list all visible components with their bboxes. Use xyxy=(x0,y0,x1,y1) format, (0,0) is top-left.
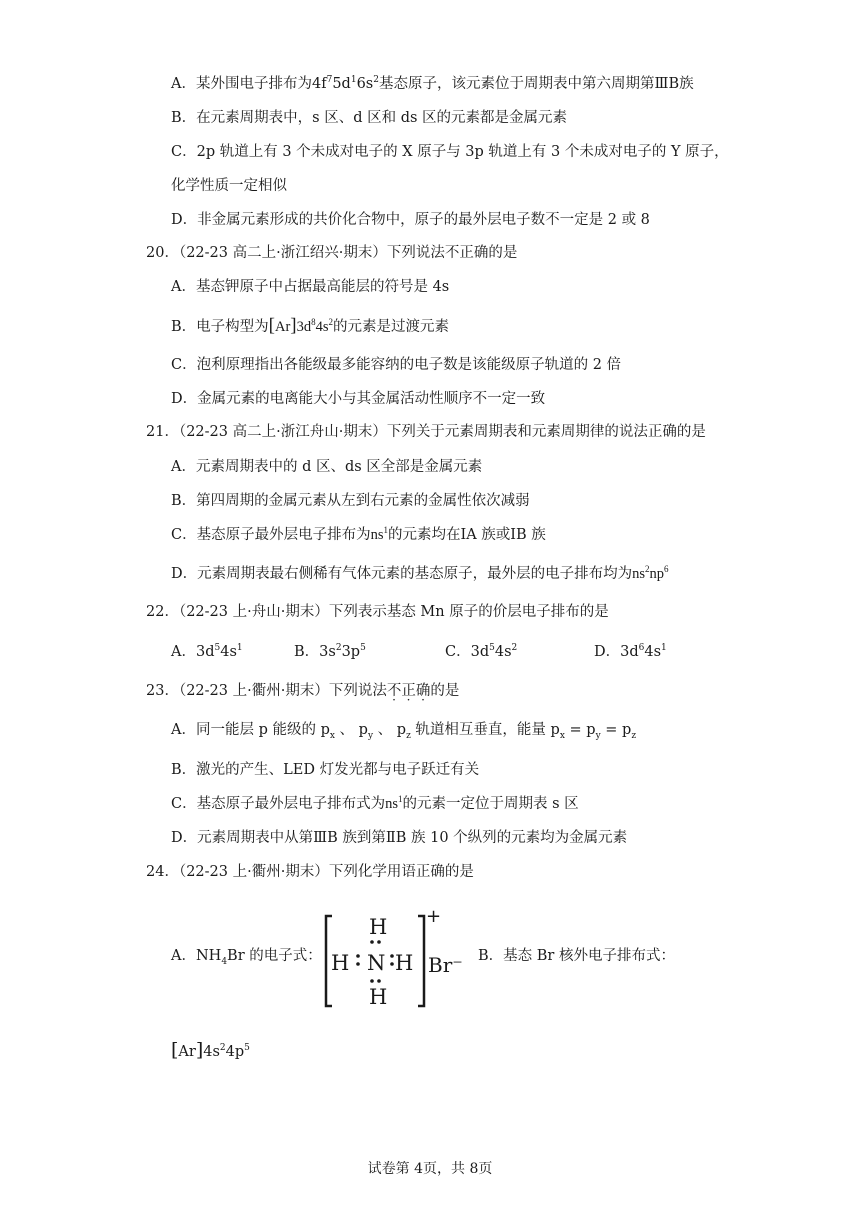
right-bracket xyxy=(418,916,424,1006)
lewis-n-center: N xyxy=(367,951,386,975)
q21-stem: 21．（22-23 高二上·浙江舟山·期末）下列关于元素周期表和元素周期律的说法正确的是 xyxy=(146,424,706,440)
q20-stem: 20．（22-23 高二上·浙江绍兴·期末）下列说法不正确的是 xyxy=(146,245,518,261)
q21-option-b: B．第四周期的金属元素从左到右元素的金属性依次减弱 xyxy=(171,493,530,509)
q19-option-c-line2: 化学性质一定相似 xyxy=(171,178,287,194)
q21-option-c-config: $ns^1$ xyxy=(370,525,388,543)
q22-option-a: A．$3d^54s^1$ xyxy=(171,643,243,660)
q21-option-a: A．元素周期表中的 d 区、ds 区全部是金属元素 xyxy=(171,459,483,475)
q23-option-c-suffix: 的元素一定位于周期表 s 区 xyxy=(402,796,579,812)
lewis-h-right: H xyxy=(395,951,414,975)
q24-option-b-config: $[Ar]4s^24p^5$ xyxy=(171,1039,250,1061)
q20-option-d: D．金属元素的电离能大小与其金属活动性顺序不一定一致 xyxy=(171,391,546,407)
q22-option-d: D．$3d^64s^1$ xyxy=(594,643,667,660)
q21-option-d-config: $ns^2np^6$ xyxy=(632,564,669,582)
lewis-bromide-anion: Br⁻ xyxy=(428,953,463,977)
q21-option-c-suffix: 的元素均在ⅠA 族或ⅠB 族 xyxy=(388,527,546,543)
q23-option-c-prefix: C．基态原子最外层电子排布式为 xyxy=(171,796,386,812)
q21-option-c xyxy=(171,525,546,545)
lewis-h-left: H xyxy=(331,951,350,975)
q20-option-c: C．泡利原理指出各能级最多能容纳的电子数是该能级原子轨道的 2 倍 xyxy=(171,357,622,373)
ammonium-bromide-lewis-structure xyxy=(322,906,472,1010)
q23-option-c xyxy=(171,794,579,814)
q24-option-b-label: B．基态 Br 核外电子排布式： xyxy=(478,948,675,964)
q23-option-b: B．激光的产生、LED 灯发光都与电子跃迁有关 xyxy=(171,762,480,778)
q19-option-a: A．某外围电子排布为$4f^75d^16s^2$基态原子，该元素位于周期表中第六周期第ⅢB族 xyxy=(171,75,694,92)
q22-option-c: C．$3d^54s^2$ xyxy=(445,643,518,660)
q23-stem-emphasis: 不正确 xyxy=(386,683,431,699)
q22-stem: 22．（22-23 上·舟山·期末）下列表示基态 Mn 原子的价层电子排布的是 xyxy=(146,604,609,620)
q21-option-c-prefix: C．基态原子最外层电子排布为 xyxy=(171,527,371,543)
q19-option-c-line1: C．2p 轨道上有 3 个未成对电子的 X 原子与 3p 轨道上有 3 个未成对电子的 Y 原子， xyxy=(171,144,729,160)
q23-option-c-config: $ns^1$ xyxy=(385,794,403,812)
q23-option-a: A．同一能层 p 能级的 $p_x$ 、 $p_y$ 、 $p_z$ 轨道相互垂直，能量 $p_x = p_y = p_z$ xyxy=(171,722,637,741)
q20-option-b-config: $[Ar]3d^84s^2$ xyxy=(268,315,334,336)
q24-stem: 24．（22-23 上·衢州·期末）下列化学用语正确的是 xyxy=(146,864,474,880)
q19-option-d: D．非金属元素形成的共价化合物中，原子的最外层电子数不一定是 2 或 8 xyxy=(171,212,650,228)
q23-stem xyxy=(146,681,459,701)
lewis-positive-charge: + xyxy=(426,906,442,927)
q19-option-b: B．在元素周期表中，s 区、d 区和 ds 区的元素都是金属元素 xyxy=(171,110,568,126)
lewis-h-top: H xyxy=(369,915,388,939)
q23-stem-prefix: 23．（22-23 上·衢州·期末）下列说法 xyxy=(146,683,387,699)
lewis-h-bottom: H xyxy=(369,985,388,1009)
q20-option-b xyxy=(171,316,449,337)
q24-option-a-label: A．$NH_4Br$ 的电子式： xyxy=(171,948,322,967)
page-footer: 试卷第 4页，共 8页 xyxy=(367,1161,493,1177)
q23-stem-suffix: 的是 xyxy=(430,683,460,699)
q23-option-d: D．元素周期表中从第ⅢB 族到第ⅡB 族 10 个纵列的元素均为金属元素 xyxy=(171,830,628,846)
q22-option-b: B．$3s^23p^5$ xyxy=(294,643,366,660)
q21-option-d xyxy=(171,564,669,584)
q20-option-a: A．基态钾原子中占据最高能层的符号是 4s xyxy=(171,279,450,295)
q21-option-d-prefix: D．元素周期表最右侧稀有气体元素的基态原子，最外层的电子排布均为 xyxy=(171,566,633,582)
q20-option-b-suffix: 的元素是过渡元素 xyxy=(333,319,450,335)
q20-option-b-prefix: B．电子构型为 xyxy=(171,319,269,335)
